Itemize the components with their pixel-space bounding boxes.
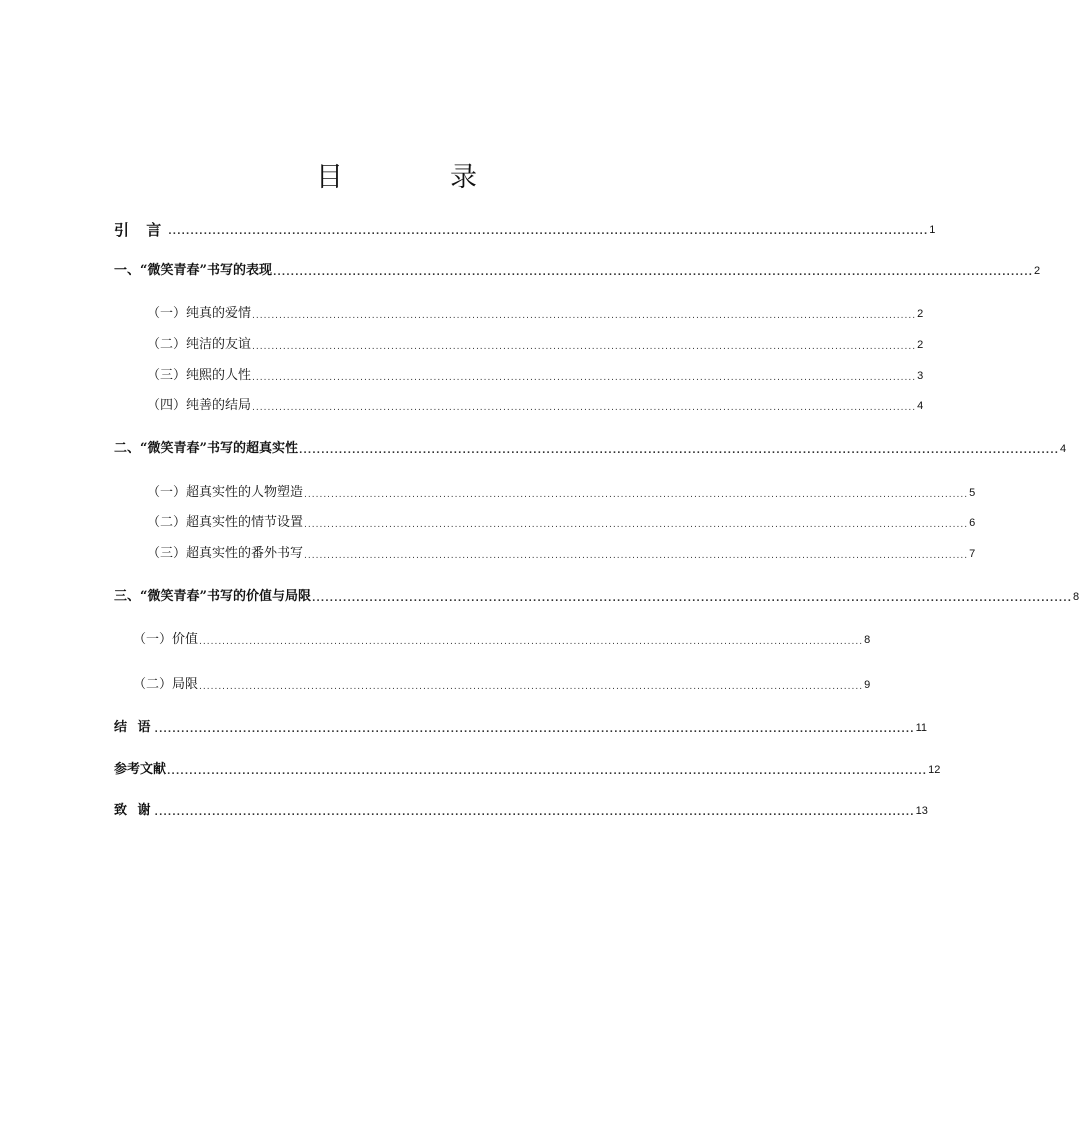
toc-entry-page: 2 [1034,265,1041,277]
toc-entry-acknowledgements[interactable] [114,803,928,819]
toc-entry-label: （四）纯善的结局 [147,398,252,413]
dot-leader: ............................................................................................................................................................................ [167,767,928,777]
toc-entry-label: （三）超真实性的番外书写 [147,546,304,561]
toc-entry-page: 6 [969,517,976,529]
dot-leader: ............................................................................................................................................................................ [199,682,864,692]
toc-entry-page: 9 [864,679,871,691]
toc-entry-page: 2 [917,339,924,351]
toc-entry-label: （二）超真实性的情节设置 [147,515,304,530]
toc-entry-section-2-1[interactable] [147,485,976,501]
page-title: 目 录 [316,162,517,193]
toc-entry-chapter-2[interactable] [114,441,1067,457]
toc-entry-page: 8 [864,634,871,646]
toc-entry-section-2-2[interactable] [147,515,976,531]
toc-entry-label: 三、“微笑青春”书写的价值与局限 [114,589,311,604]
dot-leader: ............................................................................................................................................................................ [252,342,917,352]
dot-leader: ............................................................................................................................................................................ [311,594,1073,604]
toc-entry-page: 4 [1060,443,1067,455]
toc-entry-section-1-4[interactable] [147,398,924,414]
toc-entry-label: 引 言 [114,221,168,239]
toc-entry-page: 13 [915,805,928,817]
toc-entry-page: 1 [929,224,936,236]
toc-entry-page: 7 [969,548,976,560]
toc-entry-label: 一、“微笑青春”书写的表现 [114,263,272,278]
dot-leader: ............................................................................................................................................................................ [154,725,915,735]
toc-entry-section-1-3[interactable] [147,368,924,384]
toc-entry-label: 结 语 [114,720,154,735]
toc-entry-page: 2 [917,308,924,320]
dot-leader: ............................................................................................................................................................................ [304,520,969,530]
toc-entry-section-3-2[interactable] [133,677,871,693]
toc-entry-page: 12 [928,764,941,776]
toc-entry-references[interactable] [114,762,941,778]
toc-entry-label: （一）超真实性的人物塑造 [147,485,304,500]
dot-leader: ............................................................................................................................................................................ [252,311,917,321]
toc-entry-label: （一）纯真的爱情 [147,306,252,321]
toc-entry-chapter-3[interactable] [114,589,1079,605]
toc-entry-introduction[interactable] [114,221,936,239]
dot-leader: ............................................................................................................................................................................ [252,403,917,413]
toc-entry-page: 3 [917,370,924,382]
dot-leader: ............................................................................................................................................................................ [252,373,917,383]
dot-leader: ............................................................................................................................................................................ [304,490,969,500]
toc-entry-page: 11 [915,722,928,734]
toc-entry-section-2-3[interactable] [147,546,976,562]
toc-entry-label: 参考文献 [114,762,167,777]
toc-entry-section-1-1[interactable] [147,306,924,322]
dot-leader: ............................................................................................................................................................................ [272,268,1034,278]
dot-leader: ............................................................................................................................................................................ [154,808,915,818]
dot-leader: ............................................................................................................................................................................ [168,227,929,237]
toc-entry-page: 5 [969,487,976,499]
dot-leader: ............................................................................................................................................................................ [298,446,1060,456]
toc-entry-section-3-1[interactable] [133,632,871,648]
toc-entry-label: 二、“微笑青春”书写的超真实性 [114,441,298,456]
toc-entry-chapter-1[interactable] [114,263,1041,279]
toc-entry-page: 4 [917,400,924,412]
dot-leader: ............................................................................................................................................................................ [199,637,864,647]
toc-entry-label: （二）局限 [133,677,199,692]
toc-entry-label: （一）价值 [133,632,199,647]
toc-entry-label: （三）纯熙的人性 [147,368,252,383]
toc-entry-section-1-2[interactable] [147,337,924,353]
toc-entry-label: 致 谢 [114,803,154,818]
toc-entry-conclusion[interactable] [114,720,928,736]
toc-entry-page: 8 [1073,591,1079,603]
dot-leader: ............................................................................................................................................................................ [304,551,969,561]
toc-entry-label: （二）纯洁的友谊 [147,337,252,352]
